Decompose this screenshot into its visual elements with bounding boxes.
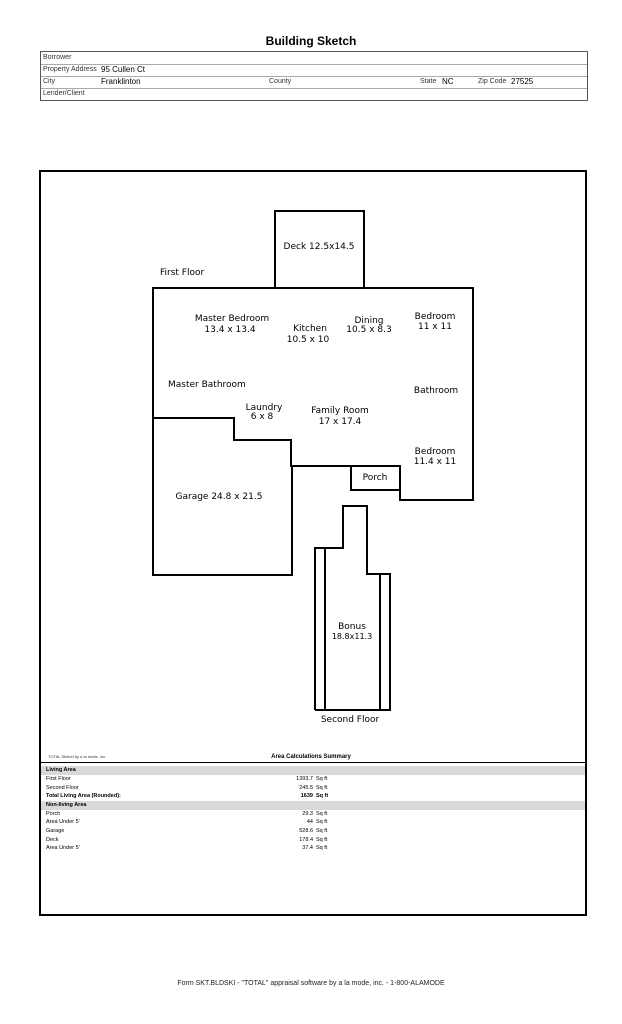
address-label: Property Address bbox=[43, 66, 97, 73]
row-unit: Sq ft bbox=[316, 827, 328, 834]
county-label: County bbox=[269, 78, 292, 85]
second-floor-label: Second Floor bbox=[320, 715, 380, 725]
bedroom-2-dim: 11.4 x 11 bbox=[413, 457, 457, 467]
master-bedroom-name: Master Bedroom bbox=[194, 314, 270, 324]
bathroom-label: Bathroom bbox=[413, 386, 459, 396]
address-value: 95 Cullen Ct bbox=[101, 65, 146, 74]
state-label: State bbox=[420, 78, 437, 85]
summary-row bbox=[41, 784, 585, 793]
bonus-dim: 18.8x11.3 bbox=[331, 632, 373, 641]
total-unit: Sq ft bbox=[316, 793, 329, 800]
zip-value: 27525 bbox=[511, 77, 534, 86]
borrower-label: Borrower bbox=[43, 54, 72, 61]
bedroom-1-name: Bedroom bbox=[414, 312, 456, 322]
zip-label: Zip Code bbox=[478, 78, 507, 85]
family-room-name: Family Room bbox=[311, 406, 369, 416]
city-value: Franklinton bbox=[101, 77, 141, 86]
row-value: 178.4 bbox=[299, 836, 313, 843]
laundry-dim: 6 x 8 bbox=[250, 412, 274, 422]
sketch-credit: TOTAL Sketch by a la mode, inc. bbox=[48, 754, 107, 759]
dining-dim: 10.5 x 8.3 bbox=[346, 325, 392, 335]
total-living-row bbox=[41, 792, 585, 801]
master-bedroom-dim: 13.4 x 13.4 bbox=[204, 325, 256, 335]
row-unit: Sq ft bbox=[316, 845, 328, 852]
state-value: NC bbox=[442, 77, 454, 86]
row-value: 245.5 bbox=[299, 784, 313, 791]
living-area-header: Living Area bbox=[41, 766, 585, 775]
nonliving-area-header: Non-living Area bbox=[41, 801, 585, 810]
bedroom-2-name: Bedroom bbox=[414, 447, 456, 457]
laundry-name: Laundry bbox=[245, 403, 283, 413]
garage-label: Garage 24.8 x 21.5 bbox=[175, 492, 263, 502]
row-name: First Floor bbox=[46, 776, 71, 782]
row-value: 44 bbox=[306, 819, 313, 826]
total-value: 1639 bbox=[300, 793, 313, 800]
summary-row bbox=[41, 775, 585, 784]
page-title: Building Sketch bbox=[265, 34, 357, 48]
row-unit: Sq ft bbox=[316, 776, 328, 782]
summary-row bbox=[41, 844, 585, 853]
row-value: 29.3 bbox=[302, 810, 313, 817]
row-name: Area Under 5' bbox=[46, 845, 80, 852]
summary-row bbox=[41, 818, 585, 827]
area-summary bbox=[41, 766, 585, 853]
bedroom-1-dim: 11 x 11 bbox=[418, 322, 452, 332]
master-bathroom-label: Master Bathroom bbox=[168, 380, 246, 390]
row-name: Deck bbox=[46, 836, 59, 843]
row-value: 1393.7 bbox=[296, 776, 313, 782]
dining-name: Dining bbox=[354, 316, 384, 326]
lender-label: Lender/Client bbox=[43, 90, 85, 97]
row-name: Porch bbox=[46, 810, 61, 817]
row-unit: Sq ft bbox=[316, 810, 328, 817]
family-room-dim: 17 x 17.4 bbox=[318, 417, 362, 427]
row-unit: Sq ft bbox=[316, 836, 328, 843]
summary-row bbox=[41, 836, 585, 845]
total-name: Total Living Area (Rounded): bbox=[46, 793, 121, 800]
form-footer: Form SKT.BLDSKI - "TOTAL" appraisal software by a la mode, inc. - 1-800-ALAMODE bbox=[177, 980, 445, 987]
first-floor-label: First Floor bbox=[160, 268, 205, 278]
row-name: Second Floor bbox=[46, 784, 79, 791]
bonus-name: Bonus bbox=[338, 622, 366, 632]
kitchen-dim: 10.5 x 10 bbox=[286, 335, 330, 345]
summary-divider bbox=[41, 762, 585, 763]
row-unit: Sq ft bbox=[316, 784, 328, 791]
second-floor-outline bbox=[315, 506, 390, 710]
deck-label: Deck 12.5x14.5 bbox=[283, 242, 355, 252]
city-label: City bbox=[43, 78, 56, 85]
row-value: 528.6 bbox=[299, 827, 313, 834]
row-name: Area Under 5' bbox=[46, 819, 80, 826]
summary-row bbox=[41, 810, 585, 819]
row-name: Garage bbox=[46, 827, 65, 834]
row-unit: Sq ft bbox=[316, 819, 328, 826]
porch-label: Porch bbox=[362, 473, 388, 483]
kitchen-name: Kitchen bbox=[293, 324, 327, 334]
summary-row bbox=[41, 827, 585, 836]
row-value: 37.4 bbox=[302, 845, 313, 852]
summary-title: Area Calculations Summary bbox=[271, 754, 351, 760]
